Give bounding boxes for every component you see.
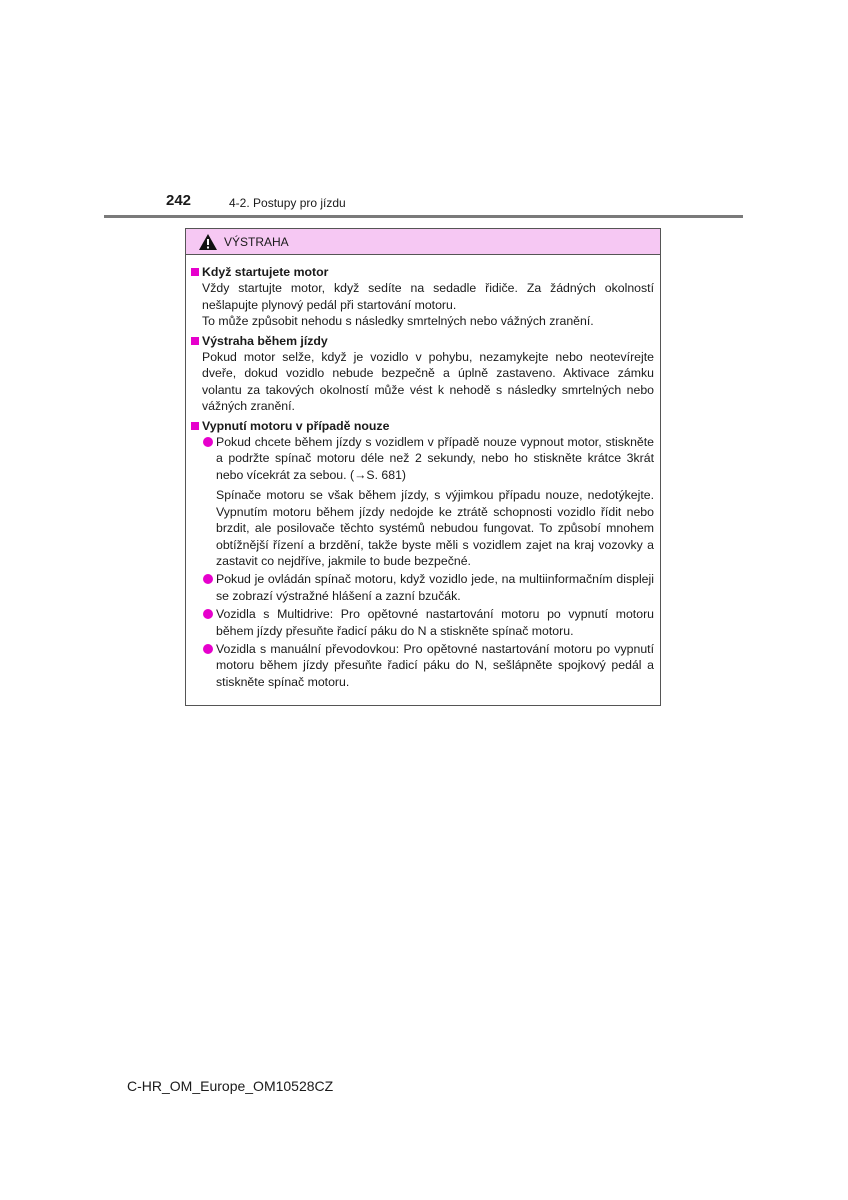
list-item-text [216, 641, 655, 690]
round-bullet-icon [203, 437, 213, 447]
list-item [203, 606, 655, 639]
section-heading-label: Výstraha během jízdy [202, 333, 328, 348]
paragraph: Vozidla s manuální převodovkou: Pro opětovné nastartování motoru po vypnutí motoru během jízdy přesuňte řadicí páku do N, sešlápněte spojkový pedál a stiskněte spínač motoru. [216, 641, 654, 689]
warning-box [185, 228, 661, 706]
paragraph: To může způsobit nehodu s následky smrtelných nebo vážných zranění. [202, 314, 594, 329]
warning-header [186, 229, 660, 255]
list-item [203, 434, 655, 569]
section-emergency-stop [191, 418, 655, 691]
square-bullet-icon [191, 268, 199, 276]
list-item-text [216, 434, 655, 569]
section-heading-label: Vypnutí motoru v případě nouze [202, 418, 390, 433]
warning-title: VÝSTRAHA [224, 234, 289, 249]
bullet-list [191, 434, 655, 690]
list-item-text [216, 606, 655, 639]
paragraph: Pokud motor selže, když je vozidlo v pohybu, nezamykejte nebo neotevírejte dveře, dokud vozidlo nebude bezpečně a úplně zastaveno. Aktivace zámku volantu za takových okolností může vést k nehodě s následky smrtelných nebo vážných zranění. [202, 350, 654, 414]
round-bullet-icon [203, 609, 213, 619]
paragraph: Pokud je ovládán spínač motoru, když vozidlo jede, na multiinformačním displeji se zobrazí výstražné hlášení a zazní bzučák. [216, 572, 654, 603]
section-driving-warning [191, 333, 655, 415]
round-bullet-icon [203, 574, 213, 584]
warning-body [186, 255, 660, 690]
section-heading [191, 264, 655, 280]
paragraph: Vozidla s Multidrive: Pro opětovné nastartování motoru po vypnutí motoru během jízdy přesuňte řadicí páku do N a stiskněte spínač motoru. [216, 607, 654, 638]
section-starting-engine [191, 264, 655, 330]
paragraph: Spínače motoru se však během jízdy, s výjimkou případu nouze, nedotýkejte. Vypnutím motoru během jízdy nedojde ke ztrátě schopnosti vozidlo řídit nebo brzdit, ale posilovače těchto systémů nebudou fungovat. To způsobí mnohem obtížnější řízení a brzdění, takže byste měli s vozidlem zajet na kraj vozovky a zastavit co nejdříve, jakmile to bude bezpečné. [216, 488, 654, 568]
list-item [203, 641, 655, 690]
paragraph: Vždy startujte motor, když sedíte na sedadle řidiče. Za žádných okolností nešlapujte plynový pedál při startování motoru. [202, 281, 654, 312]
section-heading [191, 418, 655, 434]
square-bullet-icon [191, 422, 199, 430]
list-item [203, 571, 655, 604]
round-bullet-icon [203, 644, 213, 654]
page-number: 242 [166, 192, 192, 209]
section-heading [191, 333, 655, 349]
header-rule [104, 215, 743, 218]
document-code: C-HR_OM_Europe_OM10528CZ [127, 1078, 334, 1094]
paragraph: Pokud chcete během jízdy s vozidlem v případě nouze vypnout motor, stiskněte a podržte spínač motoru déle než 2 sekundy, nebo ho stiskněte krátce 3krát nebo vícekrát za sebou. (→S. 681) [216, 435, 654, 482]
section-title: 4-2. Postupy pro jízdu [229, 196, 346, 210]
warning-triangle-icon [198, 233, 218, 251]
section-heading-label: Když startujete motor [202, 265, 329, 279]
square-bullet-icon [191, 337, 199, 345]
list-item-text [216, 571, 655, 604]
